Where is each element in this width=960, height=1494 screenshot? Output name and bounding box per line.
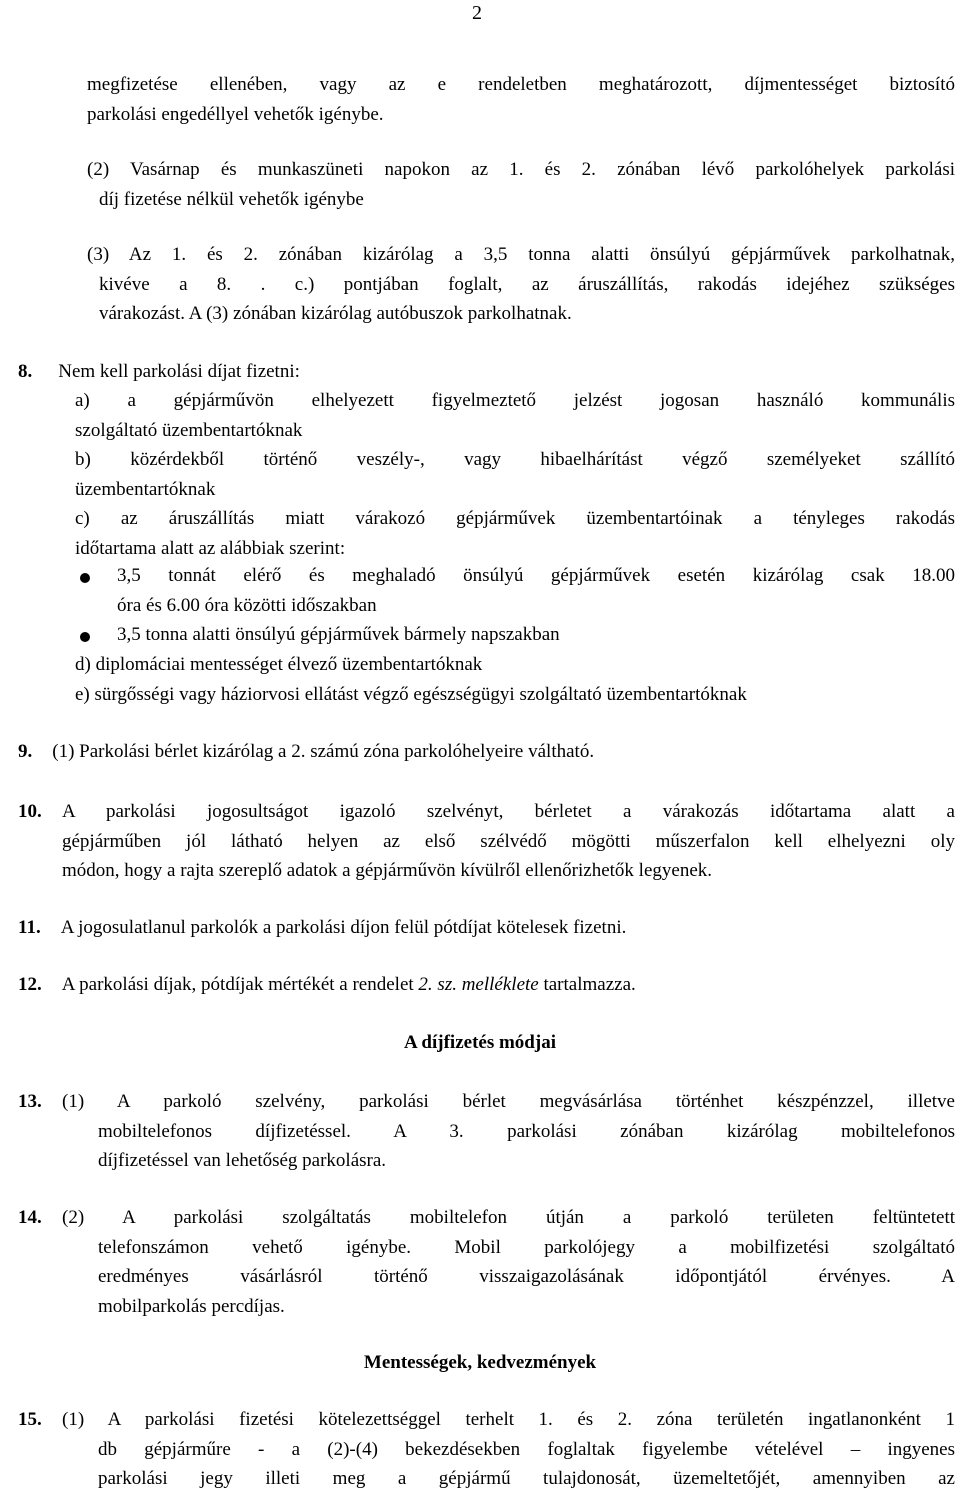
section-8-items (75, 386, 955, 563)
section-12-text-a: A parkolási díjak, pótdíjak mértékét a rendelet (61, 974, 419, 995)
section-14-number: 14. (18, 1207, 42, 1228)
bullet-item-1 (117, 561, 955, 620)
heading-payment-methods: A díjfizetés módjai (404, 1032, 556, 1053)
item-c-line-2: időtartama alatt az alábbiak szerint: (75, 537, 346, 559)
item-b-line-1: b) közérdekből történő veszély-, vagy hibaelhárítást végző személyeket szállító (75, 449, 955, 470)
section-9 (18, 737, 956, 767)
section-10-line-3: módon, hogy a rajta szereplő adatok a gépjárművön kívülről ellenőrizhetők legyenek. (62, 860, 713, 881)
section-15-number: 15. (18, 1409, 42, 1430)
section-8 (18, 357, 956, 387)
page-number: 2 (472, 2, 482, 24)
section-15-line-3: parkolási jegy illeti meg a gépjármű tulajdonosát, üzemeltetőjét, amennyiben az (98, 1468, 955, 1489)
item-d: d) diplomáciai mentességet élvező üzembentartóknak (75, 654, 483, 675)
section-10-number: 10. (18, 801, 42, 822)
section-14-line-3: eredményes vásárlásról történő visszaigazolásának időpontjától érvényes. A (98, 1266, 955, 1287)
intro-line-1: megfizetése ellenében, vagy az e rendeletben meghatározott, díjmentességet biztosító (87, 74, 955, 95)
section-14-line-1: (2) A parkolási szolgáltatás mobiltelefon útján a parkoló területen feltüntetett (62, 1207, 955, 1228)
bullet-1-line-1: 3,5 tonnát elérő és meghaladó önsúlyú gépjárművek esetén kizárólag csak 18.00 (117, 565, 955, 586)
item-a-line-1: a) a gépjárművön elhelyezett figyelmeztető jelzést jogosan használó kommunális (75, 390, 955, 411)
section-14 (62, 1203, 955, 1321)
intro-line-2: parkolási engedéllyel vehetők igénybe. (87, 103, 384, 125)
para3-line-3: várakozást. A (3) zónában kizárólag autóbuszok parkolhatnak. (99, 303, 572, 324)
section-13-line-2: mobiltelefonos díjfizetéssel. A 3. parkolási zónában kizárólag mobiltelefonos (98, 1120, 955, 1142)
para2-line-1: (2) Vasárnap és munkaszüneti napokon az 1. és 2. zónában lévő parkolóhelyek parkolási (87, 159, 955, 180)
section-14-line-2: telefonszámon vehető igénybe. Mobil parkolójegy a mobilfizetési szolgáltató (98, 1236, 955, 1258)
heading-exemptions: Mentességek, kedvezmények (363, 1352, 597, 1373)
intro-paragraph (87, 70, 955, 129)
section-15-line-1: (1) A parkolási fizetési kötelezettséggel terhelt 1. és 2. zóna területén ingatlanonként 1 (62, 1409, 955, 1430)
section-10-line-1: A parkolási jogosultságot igazoló szelvényt, bérletet a várakozás időtartama alatt a (62, 801, 955, 822)
item-b-line-2: üzembentartóknak (75, 478, 216, 500)
para3-line-1: (3) Az 1. és 2. zónában kizárólag a 3,5 tonna alatti önsúlyú gépjárművek parkolhatnak, (87, 244, 955, 265)
bullet-dot-2 (80, 632, 90, 642)
section-9-text: (1) Parkolási bérlet kizárólag a 2. számú zóna parkolóhelyeire váltható. (52, 741, 595, 762)
bullet-item-2 (117, 620, 955, 650)
section-13-line-3: díjfizetéssel van lehetőség parkolásra. (98, 1150, 387, 1171)
bullet-2-line: 3,5 tonna alatti önsúlyú gépjárművek bármely napszakban (117, 624, 560, 645)
bullet-1-line-2: óra és 6.00 óra közötti időszakban (117, 594, 377, 616)
paragraph-3 (87, 240, 955, 329)
para3-line-2: kivéve a 8. . c.) pontjában foglalt, az áruszállítás, rakodás idejéhez szükséges (99, 273, 955, 295)
section-8-items-de (75, 650, 955, 709)
section-11-text: A jogosulatlanul parkolók a parkolási díjon felül pótdíjat kötelesek fizetni. (60, 917, 627, 938)
section-13 (62, 1087, 955, 1176)
section-13-line-1: (1) A parkoló szelvény, parkolási bérlet megvásárlása történhet készpénzzel, illetve (62, 1091, 955, 1112)
section-11-number: 11. (18, 917, 41, 938)
bullet-dot-1 (80, 573, 90, 583)
section-15-line-2: db gépjárműre - a (2)-(4) bekezdésekben foglaltak figyelembe vételével – ingyenes (98, 1438, 955, 1460)
section-13-number: 13. (18, 1091, 42, 1112)
section-8-title-line (18, 357, 956, 387)
section-12-text-b: tartalmazza. (538, 974, 636, 995)
section-8-number: 8. (18, 361, 33, 382)
item-c-line-1: c) az áruszállítás miatt várakozó gépjárművek üzembentartóinak a tényleges rakodás (75, 508, 955, 529)
section-10-line-2: gépjárműben jól látható helyen az első szélvédő mögötti műszerfalon kell elhelyezni oly (62, 830, 955, 852)
section-12-number: 12. (18, 974, 42, 995)
paragraph-2 (87, 155, 955, 214)
section-8-title: Nem kell parkolási díjat fizetni: (58, 361, 300, 382)
para2-line-2: díj fizetése nélkül vehetők igénybe (99, 188, 364, 210)
section-14-line-4: mobilparkolás percdíjas. (98, 1295, 285, 1317)
section-15 (62, 1405, 955, 1494)
section-10 (62, 797, 955, 886)
item-a-line-2: szolgáltató üzembentartóknak (75, 419, 303, 441)
section-11 (18, 913, 956, 943)
section-12-annex-ref: 2. sz. melléklete (418, 974, 539, 995)
item-e: e) sürgősségi vagy háziorvosi ellátást végző egészségügyi szolgáltató üzembentartóknak (75, 683, 747, 705)
section-9-number: 9. (18, 741, 33, 762)
section-12 (18, 970, 956, 1000)
